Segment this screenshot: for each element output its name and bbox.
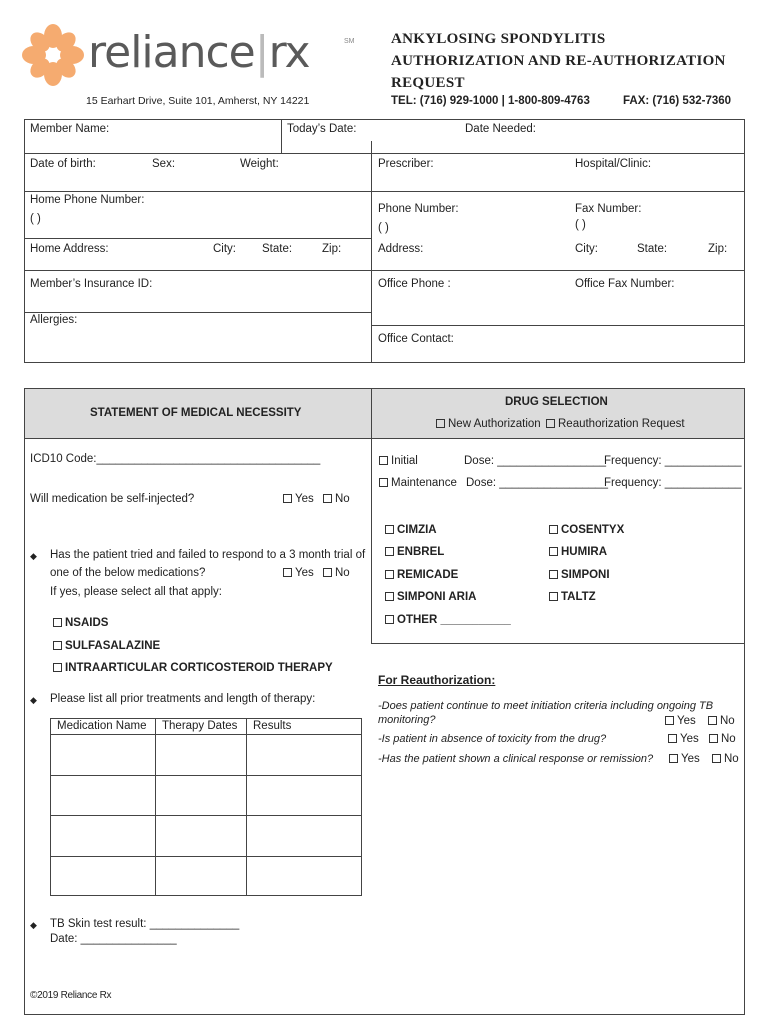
checkbox-icon[interactable] (549, 525, 558, 534)
option-corticosteroid[interactable]: INTRAARTICULAR CORTICOSTEROID THERAPY (53, 662, 333, 674)
home-phone-label[interactable]: Home Phone Number: (30, 194, 145, 206)
reauth-option[interactable]: Reauthorization Request (546, 418, 685, 430)
checkbox-icon[interactable] (379, 456, 388, 465)
drug-simponi-aria[interactable]: SIMPONI ARIA (385, 591, 476, 603)
dob-label[interactable]: Date of birth: (30, 158, 96, 170)
fax-label[interactable]: Fax Number: (575, 203, 642, 215)
maintenance-option[interactable]: Maintenance (379, 477, 457, 489)
home-state-label[interactable]: State: (262, 243, 293, 255)
fax-paren: ( ) (575, 219, 586, 231)
copyright: ©2019 Reliance Rx (30, 990, 112, 1001)
drug-other[interactable]: OTHER ___________ (385, 614, 511, 626)
drug-selection-heading: DRUG SELECTION (505, 396, 608, 408)
self-injected-no[interactable]: No (323, 493, 350, 505)
reauth-q1-line2: monitoring? (378, 714, 436, 726)
title-line-2: AUTHORIZATION AND RE-AUTHORIZATION (391, 53, 726, 69)
prior-treatments-label: Please list all prior treatments and length of therapy: (50, 693, 316, 705)
checkbox-icon[interactable] (385, 525, 394, 534)
table-header-medication: Medication Name (57, 720, 147, 732)
form-title (391, 28, 726, 94)
checkbox-icon[interactable] (53, 641, 62, 650)
initial-option[interactable]: Initial (379, 455, 418, 467)
reauth-q1-no[interactable]: No (708, 715, 735, 727)
reauth-q2-no[interactable]: No (709, 733, 736, 745)
reauth-q3-yes[interactable]: Yes (669, 753, 700, 765)
company-address: 15 Earhart Drive, Suite 101, Amherst, NY 14221 (86, 95, 310, 107)
phone-label[interactable]: Phone Number: (378, 203, 459, 215)
checkbox-icon[interactable] (283, 568, 292, 577)
checkbox-icon[interactable] (283, 494, 292, 503)
reauth-q1-yes[interactable]: Yes (665, 715, 696, 727)
checkbox-icon[interactable] (546, 419, 555, 428)
checkbox-icon[interactable] (669, 754, 678, 763)
checkbox-icon[interactable] (53, 618, 62, 627)
brand-name: reliance|rx (88, 27, 310, 78)
home-city-label[interactable]: City: (213, 243, 236, 255)
home-phone-paren: ( ) (30, 213, 41, 225)
reauth-q3: -Has the patient shown a clinical response or remission? (378, 753, 654, 765)
office-phone-label[interactable]: Office Phone : (378, 278, 451, 290)
checkbox-icon[interactable] (665, 716, 674, 725)
table-header-dates: Therapy Dates (162, 720, 238, 732)
checkbox-icon[interactable] (436, 419, 445, 428)
home-zip-label[interactable]: Zip: (322, 243, 342, 255)
checkbox-icon[interactable] (668, 734, 677, 743)
prior-treatments-table (50, 718, 362, 896)
tried-yes[interactable]: Yes (283, 567, 314, 579)
drug-enbrel[interactable]: ENBREL (385, 546, 444, 558)
checkbox-icon[interactable] (385, 570, 394, 579)
office-contact-label[interactable]: Office Contact: (378, 333, 454, 345)
checkbox-icon[interactable] (53, 663, 62, 672)
weight-label[interactable]: Weight: (240, 158, 279, 170)
tb-result-field[interactable]: TB Skin test result: ______________ (50, 918, 240, 930)
todays-date-label[interactable]: Today’s Date: (287, 123, 357, 135)
office-fax-label[interactable]: Office Fax Number: (575, 278, 675, 290)
drug-taltz[interactable]: TALTZ (549, 591, 596, 603)
reauth-q3-no[interactable]: No (712, 753, 739, 765)
bullet-icon: ◆ (30, 551, 37, 561)
initial-frequency[interactable]: Frequency: ____________ (604, 455, 742, 467)
prescriber-label[interactable]: Prescriber: (378, 158, 434, 170)
hospital-label[interactable]: Hospital/Clinic: (575, 158, 652, 170)
bullet-icon: ◆ (30, 695, 37, 705)
self-injected-yes[interactable]: Yes (283, 493, 314, 505)
self-injected-question: Will medication be self-injected? (30, 493, 195, 505)
drug-simponi[interactable]: SIMPONI (549, 569, 610, 581)
service-mark: SM (344, 38, 355, 45)
title-line-3: REQUEST (391, 75, 465, 91)
fax-number: FAX: (716) 532-7360 (623, 95, 732, 107)
title-line-1: ANKYLOSING SPONDYLITIS (391, 31, 606, 47)
prescriber-city-label[interactable]: City: (575, 243, 598, 255)
reauth-q2: -Is patient in absence of toxicity from the drug? (378, 733, 607, 745)
tried-question-line1: Has the patient tried and failed to respond to a 3 month trial of (50, 549, 366, 561)
drug-remicade[interactable]: REMICADE (385, 569, 458, 581)
checkbox-icon[interactable] (323, 568, 332, 577)
allergies-label[interactable]: Allergies: (30, 314, 78, 326)
tried-no[interactable]: No (323, 567, 350, 579)
checkbox-icon[interactable] (549, 547, 558, 556)
table-header-results: Results (253, 720, 292, 732)
drug-humira[interactable]: HUMIRA (549, 546, 607, 558)
prescriber-address-label[interactable]: Address: (378, 243, 424, 255)
tried-question-line2: one of the below medications? (50, 567, 206, 579)
checkbox-icon[interactable] (549, 592, 558, 601)
checkbox-icon[interactable] (323, 494, 332, 503)
sex-label[interactable]: Sex: (152, 158, 176, 170)
tb-date-field[interactable]: Date: _______________ (50, 933, 177, 945)
home-address-label[interactable]: Home Address: (30, 243, 109, 255)
bullet-icon: ◆ (30, 920, 37, 930)
maintenance-frequency[interactable]: Frequency: ____________ (604, 477, 742, 489)
reauth-q1-line1: -Does patient continue to meet initiation criteria including ongoing TB (378, 700, 714, 712)
phone-paren: ( ) (378, 222, 389, 234)
smn-heading: STATEMENT OF MEDICAL NECESSITY (90, 407, 302, 419)
checkbox-icon[interactable] (712, 754, 721, 763)
member-info-box (24, 119, 745, 363)
drug-cosentyx[interactable]: COSENTYX (549, 524, 624, 536)
prescriber-state-label[interactable]: State: (637, 243, 668, 255)
prescriber-zip-label[interactable]: Zip: (708, 243, 728, 255)
if-yes-instruction: If yes, please select all that apply: (50, 586, 222, 598)
date-needed-label[interactable]: Date Needed: (465, 123, 536, 135)
checkbox-icon[interactable] (549, 570, 558, 579)
option-sulfasalazine[interactable]: SULFASALAZINE (53, 640, 160, 652)
maintenance-dose[interactable]: Dose: _________________ (466, 477, 608, 489)
tel-numbers: TEL: (716) 929-1000 | 1-800-809-4763 (391, 95, 590, 107)
brand-wordmark: reliance (88, 27, 255, 78)
checkbox-icon[interactable] (385, 615, 394, 624)
flower-logo-icon (22, 24, 84, 86)
checkbox-icon[interactable] (385, 592, 394, 601)
checkbox-icon[interactable] (709, 734, 718, 743)
member-name-label[interactable]: Member Name: (30, 123, 110, 135)
insurance-id-label[interactable]: Member’s Insurance ID: (30, 278, 153, 290)
icd10-field[interactable]: ICD10 Code:___________________________________ (30, 453, 321, 465)
checkbox-icon[interactable] (385, 547, 394, 556)
reauth-q2-yes[interactable]: Yes (668, 733, 699, 745)
option-nsaids[interactable]: NSAIDS (53, 617, 108, 629)
reauth-heading: For Reauthorization: (378, 673, 496, 687)
initial-dose[interactable]: Dose: _________________ (464, 455, 606, 467)
checkbox-icon[interactable] (708, 716, 717, 725)
new-auth-option[interactable]: New Authorization (436, 418, 541, 430)
drug-cimzia[interactable]: CIMZIA (385, 524, 437, 536)
logo (22, 24, 362, 86)
checkbox-icon[interactable] (379, 478, 388, 487)
